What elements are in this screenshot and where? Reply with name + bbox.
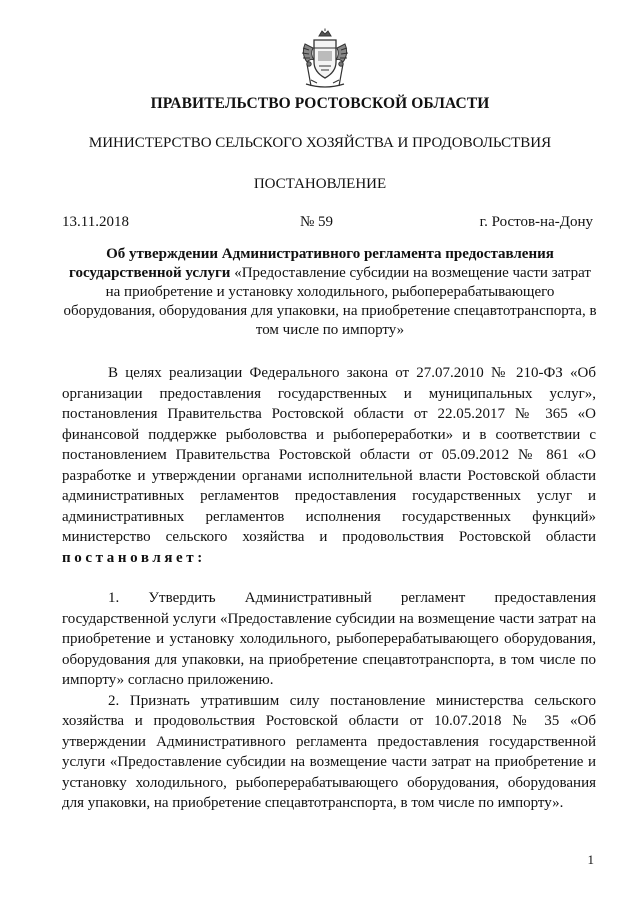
government-heading: ПРАВИТЕЛЬСТВО РОСТОВСКОЙ ОБЛАСТИ bbox=[150, 95, 490, 112]
document-body bbox=[62, 363, 596, 814]
document-number: № 59 bbox=[300, 214, 334, 230]
item-2-paragraph: 2. Признать утратившим силу постановление министерства сельского хозяйства и продовольствия Ростовской области от 10.07.2018 № 35 «Об утверждении Административного регламента предоставления государственной услуги «Предоставление субсидии на возмещение части затрат на приобретение и установку холодильного, рыбоперерабатывающего оборудования, оборудования для упаковки, на приобретение спецавтотранспорта, в том числе по импорту». bbox=[62, 692, 596, 811]
coat-of-arms-icon bbox=[297, 28, 353, 90]
ministry-heading: МИНИСТЕРСТВО СЕЛЬСКОГО ХОЗЯЙСТВА И ПРОДОВОЛЬСТВИЯ bbox=[88, 135, 552, 151]
document-title bbox=[60, 245, 600, 340]
page-number: 1 bbox=[587, 852, 594, 867]
document-date: 13.11.2018 bbox=[62, 214, 129, 230]
item-1-paragraph: 1. Утвердить Административный регламент предоставления государственной услуги «Предоставление субсидии на возмещение части затрат на приобретение и установку холодильного, рыбоперерабатывающего оборудования, оборудования для упаковки, на приобретение спецавтотранспорта, в том числе по импорту» согласно приложению. bbox=[62, 590, 596, 688]
document-type: ПОСТАНОВЛЕНИЕ bbox=[253, 176, 387, 192]
preamble-text: В целях реализации Федерального закона от 27.07.2010 № 210-ФЗ «Об организации предоставления государственных и муниципальных услуг», постановления Правительства Ростовской области от 22.05.2017 № 365 «О финансовой поддержке рыболовства и рыбопереработки» и в соответствии с постановлением Правительства Ростовской области от 05.09.2012 № 861 «О разработке и утверждении органами исполнительной власти Ростовской области административных регламентов предоставления государственных услуг и административных регламентов исполнения государственных функций» министерство сельского хозяйства и продовольствия Ростовской области bbox=[62, 365, 596, 545]
document-title-bold: Об утверждении Административного регламента предоставления государственной услуги bbox=[69, 246, 554, 281]
resolve-word: постановляет: bbox=[62, 549, 206, 566]
document-title-regular: «Предоставление субсидии на возмещение части затрат на приобретение и установку холодильного, рыбоперерабатывающего оборудования, оборудования для упаковки, на приобретение спецавтотранспорта, в том числе по импорту» bbox=[63, 265, 597, 338]
document-city: г. Ростов-на-Дону bbox=[479, 214, 593, 230]
preamble-paragraph bbox=[62, 363, 596, 568]
